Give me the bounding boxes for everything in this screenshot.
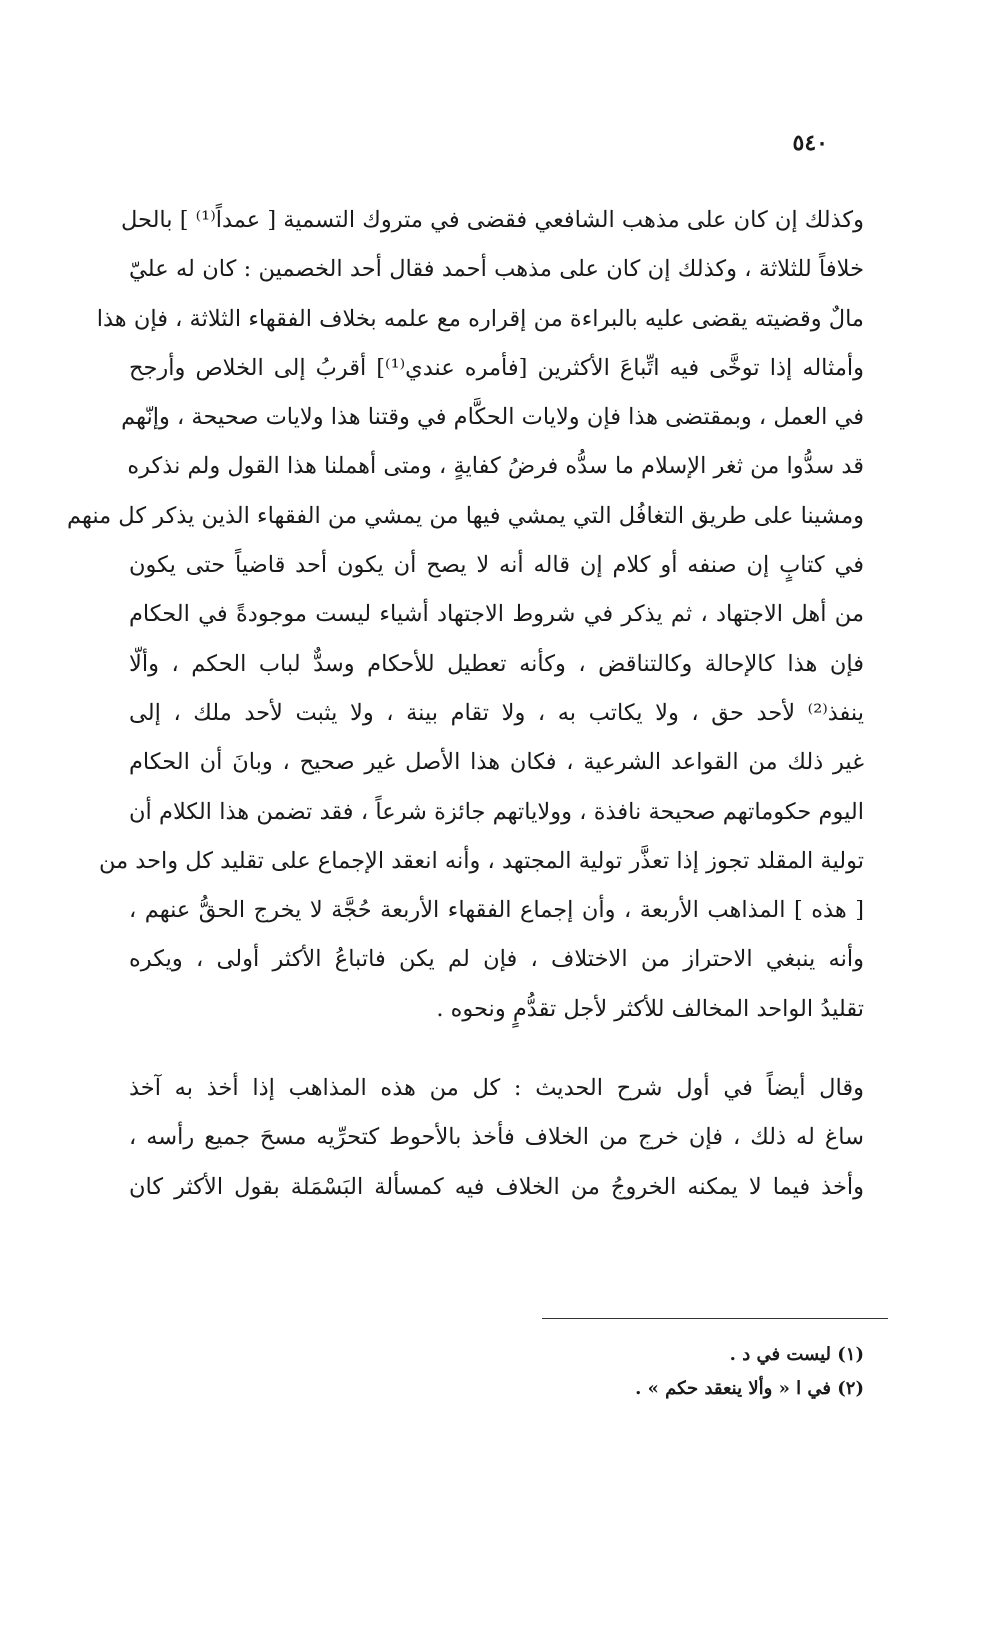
- text-line: تولية المقلد تجوز إذا تعذَّر تولية المجتهد ، وأنه انعقد الإجماع على تقليد كل واحد من: [98, 847, 864, 874]
- text-line: وأنه ينبغي الاحتراز من الاختلاف ، فإن لم يكن فاتباعُ الأكثر أولى ، ويكره: [129, 946, 864, 973]
- footnote-2: (٢) في ا « وألا ينعقد حكم » .: [635, 1378, 864, 1399]
- text-line: وقال أيضاً في أول شرح الحديث : كل من هذه المذاهب إذا أخذ به آخذ: [129, 1075, 864, 1102]
- text-line: فإن هذا كالإحالة وكالتناقض ، وكأنه تعطيل للأحكام وسدٌّ لباب الحكم ، وألّا: [129, 650, 864, 677]
- text-line: مالٌ وقضيته يقضى عليه بالبراءة من إقراره مع علمه بخلاف الفقهاء الثلاثة ، فإن هذا: [96, 305, 864, 332]
- paragraph-2: [129, 1064, 864, 1212]
- text-line: وأمثاله إذا توخَّى فيه اتِّباعَ الأكثرين [فأمره عندي⁽¹⁾] أقربُ إلى الخلاص وأرجح: [129, 354, 864, 381]
- text-line: اليوم حكوماتهم صحيحة نافذة ، وولاياتهم جائزة شرعاً ، فقد تضمن هذا الكلام أن: [129, 798, 864, 825]
- text-line: وأخذ فيما لا يمكنه الخروجُ من الخلاف فيه كمسألة البَسْمَلة بقول الأكثر كان: [129, 1173, 864, 1200]
- text-line: ينفذ⁽²⁾ لأحد حق ، ولا يكاتب به ، ولا تقام بينة ، ولا يثبت لأحد ملك ، إلى: [129, 699, 864, 726]
- text-line: تقليدُ الواحد المخالف للأكثر لأجل تقدُّمٍ ونحوه .: [436, 995, 864, 1022]
- text-line: قد سدُّوا من ثغر الإسلام ما سدُّه فرضُ كفايةٍ ، ومتى أهملنا هذا القول ولم نذكره: [127, 453, 864, 480]
- page-number: ٥٤٠: [792, 130, 828, 156]
- text-line: من أهل الاجتهاد ، ثم يذكر في شروط الاجتهاد أشياء ليست موجودةً في الحكام: [129, 601, 864, 628]
- text-line: في كتابٍ إن صنفه أو كلام إن قاله أنه لا يصح أن يكون أحد قاضياً حتى يكون: [129, 552, 864, 579]
- text-line: [ هذه ] المذاهب الأربعة ، وأن إجماع الفقهاء الأربعة حُجَّة لا يخرج الحقُّ عنهم ،: [129, 897, 864, 924]
- footnote-divider: [542, 1318, 888, 1319]
- text-line: ساغ له ذلك ، فإن خرج من الخلاف فأخذ بالأحوط كتحرِّيه مسحَ جميع رأسه ،: [129, 1124, 864, 1151]
- body-text: [66, 196, 864, 1212]
- paragraph-1: [66, 196, 864, 1034]
- paragraph-gap: [129, 1034, 864, 1064]
- text-line: في العمل ، وبمقتضى هذا فإن ولايات الحكَّام في وقتنا هذا ولايات صحيحة ، وإنّهم: [121, 404, 864, 431]
- text-line: غير ذلك من القواعد الشرعية ، فكان هذا الأصل غير صحيح ، وبانَ أن الحكام: [129, 749, 864, 776]
- text-line: وكذلك إن كان على مذهب الشافعي فقضى في متروك التسمية [ عمداً⁽¹⁾ ] بالحل: [121, 207, 864, 233]
- footnotes: [264, 1338, 864, 1406]
- text-line: ومشينا على طريق التغافُل التي يمشي فيها من يمشي من الفقهاء الذين يذكر كل منهم: [66, 502, 864, 529]
- text-line: خلافاً للثلاثة ، وكذلك إن كان على مذهب أحمد فقال أحد الخصمين : كان له عليّ: [129, 256, 864, 283]
- footnote-1: (١) ليست في د .: [729, 1344, 864, 1365]
